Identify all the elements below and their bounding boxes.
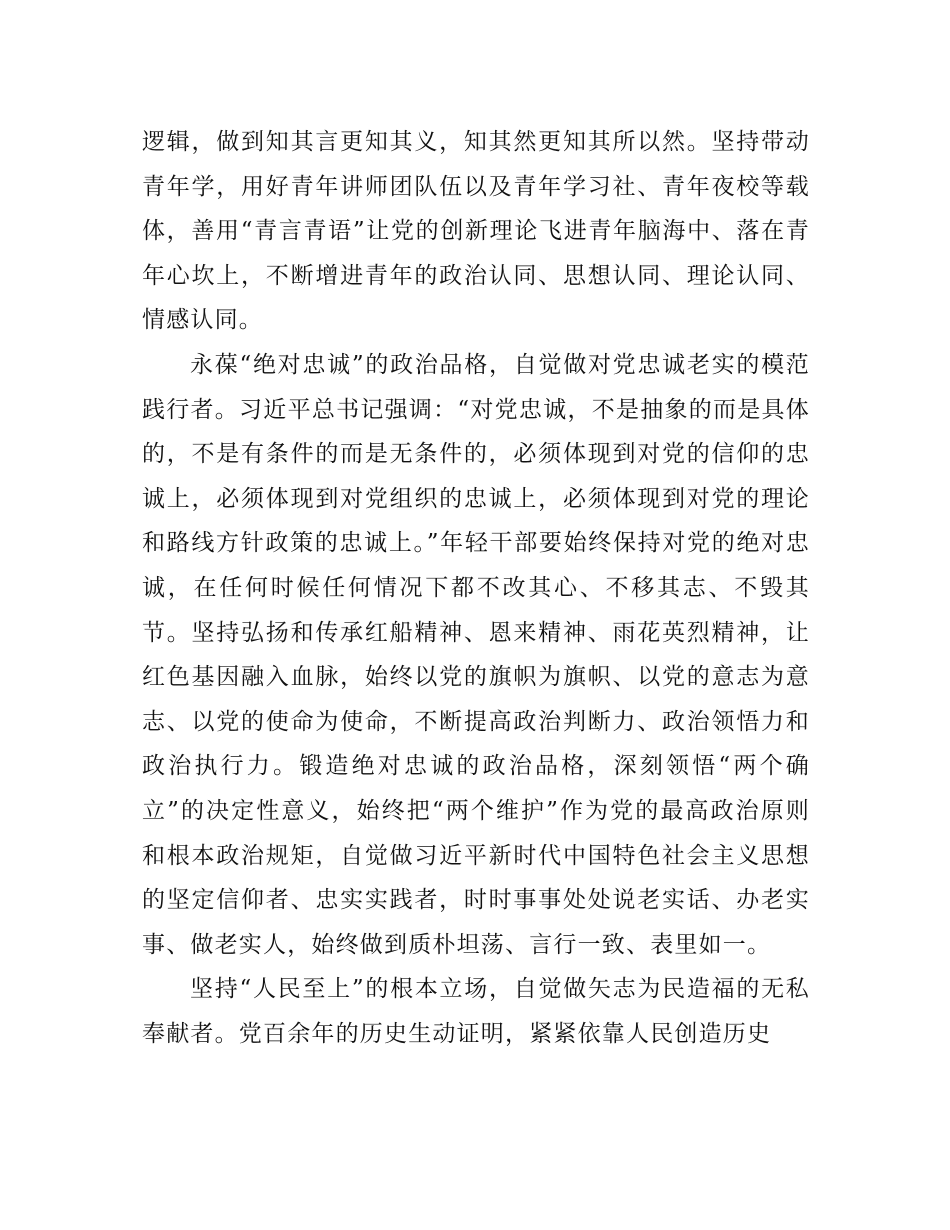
body-text: [142, 120, 810, 1056]
paragraph-loyalty: 永葆“绝对忠诚”的政治品格，自觉做对党忠诚老实的模范践行者。习近平总书记强调：“对党忠诚，不是抽象的而是具体的，不是有条件的而是无条件的，必须体现到对党的信仰的忠诚上，必须体现到对党组织的忠诚上，必须体现到对党的理论和路线方针政策的忠诚上。”年轻干部要始终保持对党的绝对忠诚，在任何时候任何情况下都不改其心、不移其志、不毁其节。坚持弘扬和传承红船精神、恩来精神、雨花英烈精神，让红色基因融入血脉，始终以党的旗帜为旗帜、以党的意志为意志、以党的使命为使命，不断提高政治判断力、政治领悟力和政治执行力。锻造绝对忠诚的政治品格，深刻领悟“两个确立”的决定性意义，始终把“两个维护”作为党的最高政治原则和根本政治规矩，自觉做习近平新时代中国特色社会主义思想的坚定信仰者、忠实实践者，时时事事处处说老实话、办老实事、做老实人，始终做到质朴坦荡、言行一致、表里如一。: [142, 351, 810, 958]
paragraph-continuation: 逻辑，做到知其言更知其义，知其然更知其所以然。坚持带动青年学，用好青年讲师团队伍以及青年学习社、青年夜校等载体，善用“青言青语”让党的创新理论飞进青年脑海中、落在青年心坎上，不断增进青年的政治认同、思想认同、理论认同、情感认同。: [142, 129, 810, 334]
paragraph-people-first: 坚持“人民至上”的根本立场，自觉做矢志为民造福的无私奉献者。党百余年的历史生动证明，紧紧依靠人民创造历史: [142, 976, 810, 1047]
